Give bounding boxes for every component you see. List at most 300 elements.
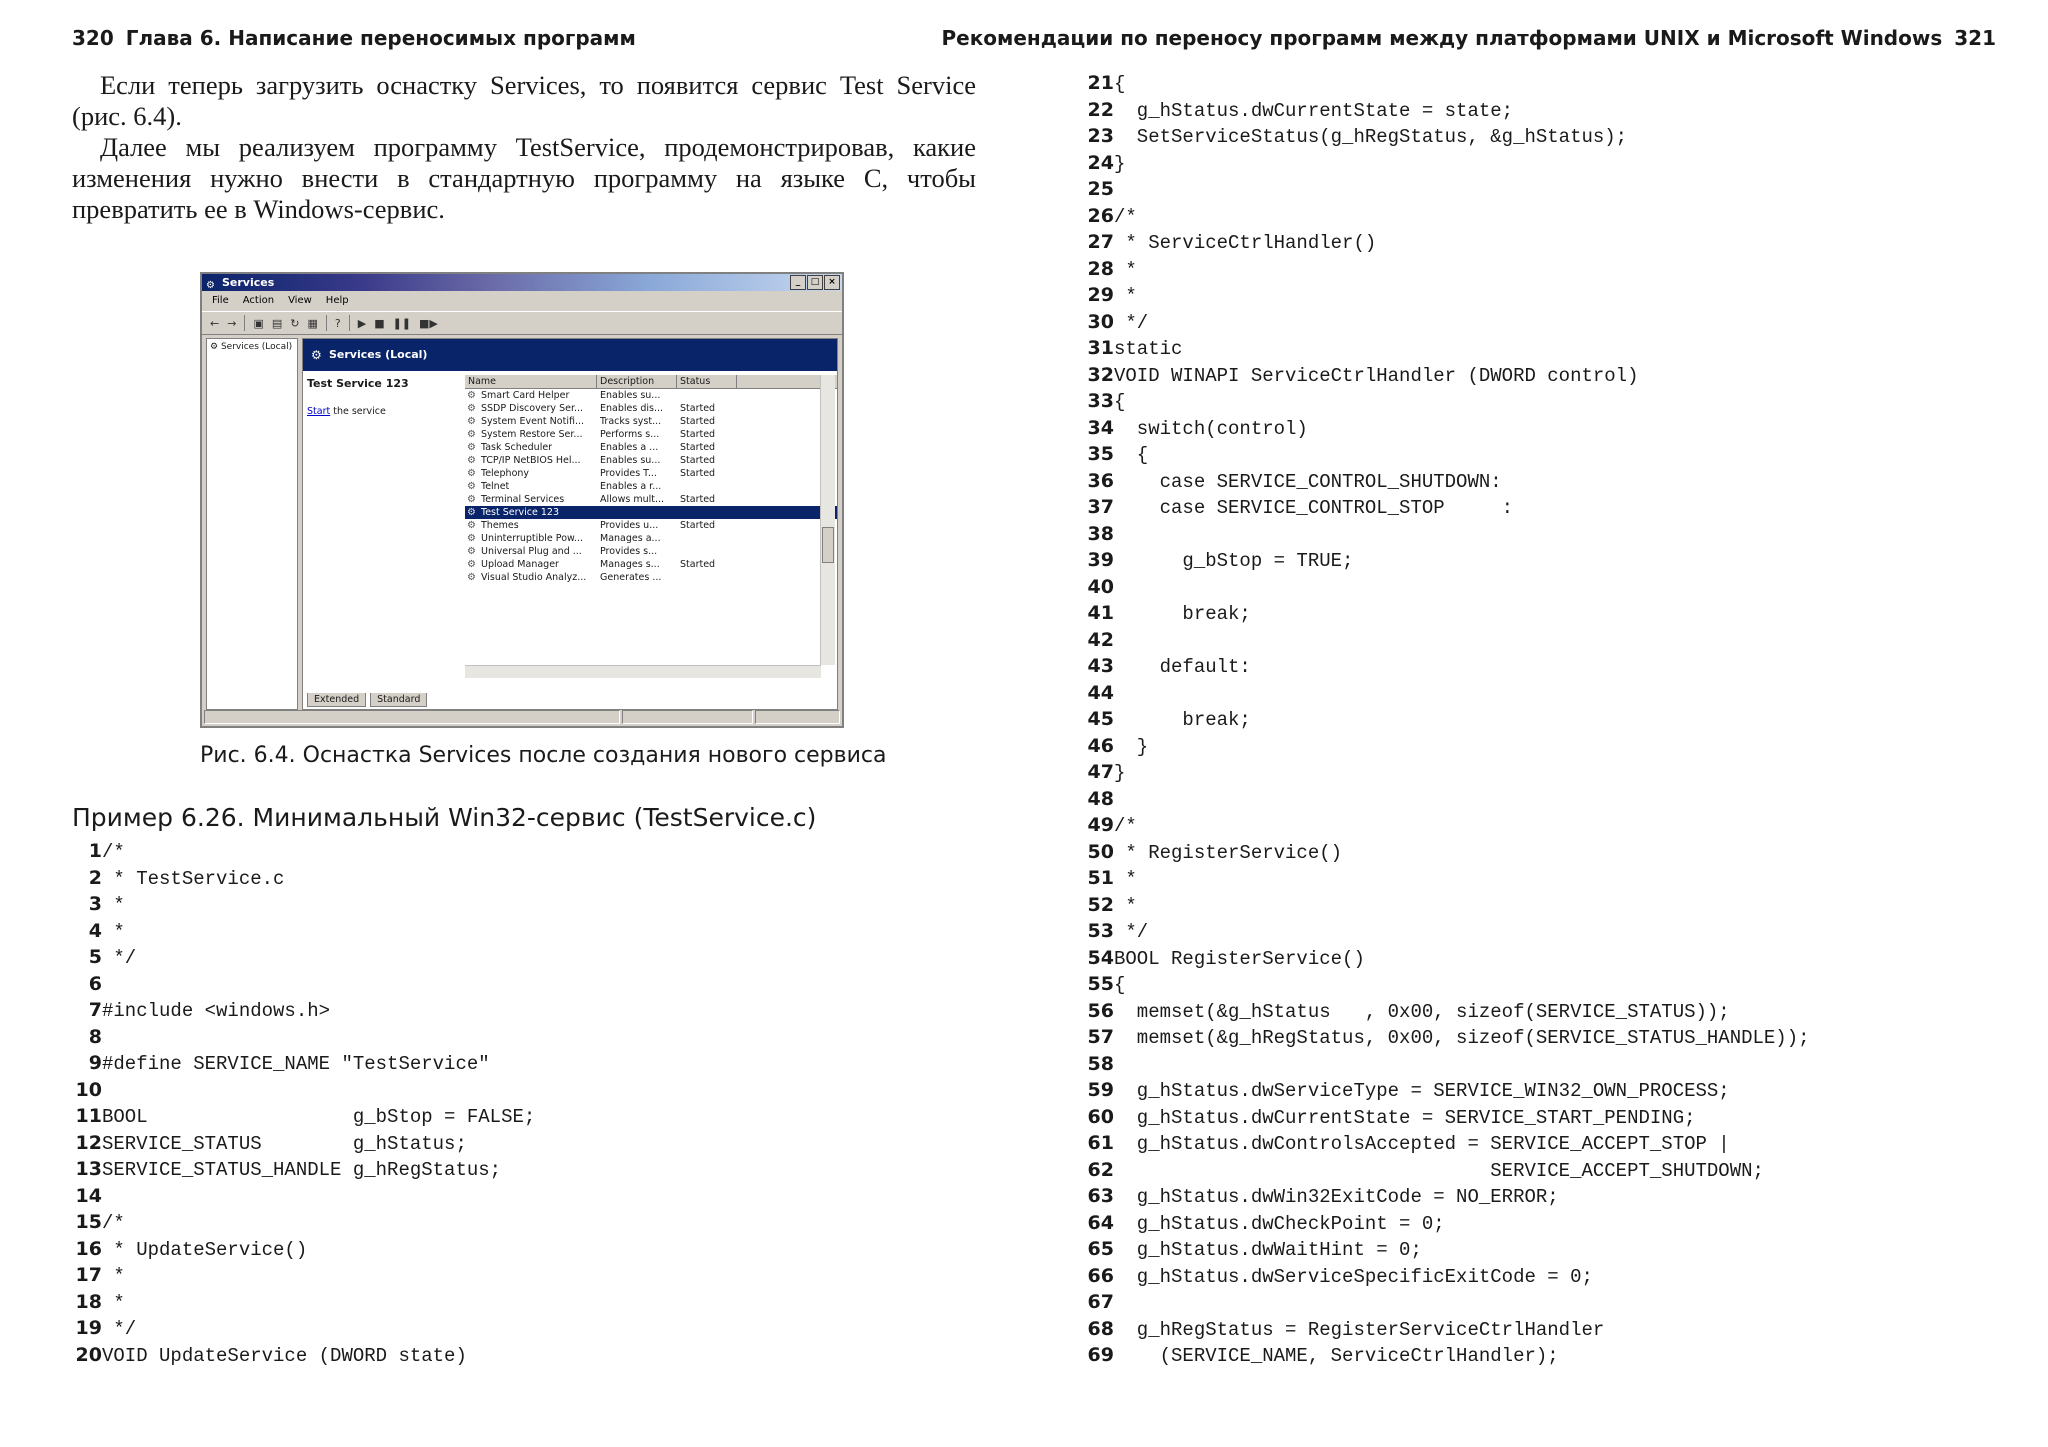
line-number: 43 (1087, 655, 1114, 677)
service-status: Started (680, 416, 716, 427)
line-number: 20 (75, 1343, 102, 1366)
code-text: /* (1114, 815, 1137, 837)
code-line (68, 1130, 535, 1157)
service-name: ⚙ Visual Studio Analyz... (465, 571, 597, 584)
code-text: * TestService.c (102, 867, 285, 890)
window-controls (790, 275, 840, 290)
toolbar-separator (349, 315, 350, 331)
service-status (677, 389, 737, 402)
line-number: 12 (75, 1131, 102, 1154)
code-line (68, 1024, 535, 1051)
service-name: ⚙ Telnet (465, 480, 597, 493)
line-number: 46 (1087, 734, 1114, 757)
service-name: ⚙ Test Service 123 (465, 506, 597, 519)
list-header (465, 375, 837, 389)
code-text: BOOL RegisterService() (1114, 947, 1365, 970)
refresh-icon[interactable]: ↻ (290, 316, 300, 330)
service-description: Enables dis... (600, 403, 664, 414)
code-line (1080, 547, 1810, 574)
service-status: Started (680, 455, 716, 466)
code-line (68, 1209, 535, 1236)
line-number: 37 (1087, 496, 1114, 518)
code-line (1080, 918, 1810, 945)
code-line (1080, 123, 1810, 150)
code-text: SERVICE_STATUS g_hStatus; (102, 1132, 467, 1155)
service-description: Generates ... (600, 572, 662, 583)
code-line (68, 918, 535, 945)
service-row[interactable] (465, 402, 837, 415)
service-name: ⚙ Task Scheduler (465, 441, 597, 454)
stop-icon[interactable]: ■ (374, 316, 385, 330)
line-number: 69 (1087, 1344, 1114, 1366)
pane-header (303, 339, 837, 371)
code-text: g_hStatus.dwServiceType = SERVICE_WIN32_OWN_PROCESS; (1114, 1080, 1730, 1102)
service-row[interactable] (465, 428, 837, 441)
pane-title: Services (Local) (329, 348, 428, 361)
code-line (1080, 627, 1810, 654)
console-tree-icon[interactable]: ▣ (253, 316, 264, 330)
menu-bar (202, 291, 842, 311)
code-line (1080, 494, 1810, 521)
code-line (1080, 998, 1810, 1025)
line-number: 44 (1087, 681, 1114, 704)
line-number: 35 (1087, 443, 1114, 465)
service-description: Enables a r... (600, 481, 662, 492)
code-text: memset(&g_hRegStatus, 0x00, sizeof(SERVICE_STATUS_HANDLE)); (1114, 1027, 1810, 1049)
code-line (1080, 256, 1810, 283)
service-status: Started (680, 468, 716, 479)
service-row[interactable] (465, 532, 837, 545)
services-icon: ⚙ (311, 348, 322, 362)
start-link[interactable]: Start (307, 406, 331, 417)
code-line (1080, 1236, 1810, 1263)
code-text: * (102, 920, 125, 943)
code-text: * ServiceCtrlHandler() (1114, 232, 1377, 254)
service-description: Performs s... (600, 429, 660, 440)
line-number: 2 (88, 866, 102, 889)
example-heading (72, 803, 816, 832)
forward-icon[interactable]: → (227, 316, 237, 330)
line-number: 39 (1087, 549, 1114, 571)
code-line (1080, 680, 1810, 707)
code-text: case SERVICE_CONTROL_STOP : (1114, 497, 1514, 519)
figure-label: Рис. 6.4. (200, 743, 296, 768)
line-number: 55 (1087, 973, 1114, 995)
help-icon[interactable]: ? (334, 316, 341, 330)
code-text: (SERVICE_NAME, ServiceCtrlHandler); (1114, 1345, 1559, 1367)
code-line (1080, 1316, 1810, 1343)
status-bar (204, 710, 840, 724)
code-line (68, 1077, 535, 1104)
line-number: 23 (1087, 125, 1114, 147)
code-text: */ (102, 1318, 137, 1340)
code-line (1080, 335, 1810, 362)
code-text: */ (1114, 921, 1149, 943)
code-line (1080, 1289, 1810, 1316)
code-line (1080, 812, 1810, 839)
code-text: BOOL g_bStop = FALSE; (102, 1106, 536, 1128)
paragraph: Если теперь загрузить оснастку Services, то появится сервис Test Service (рис. 6.4). (72, 70, 976, 131)
code-line (1080, 203, 1810, 230)
service-row[interactable] (465, 441, 837, 454)
code-text: * (102, 1265, 125, 1287)
scroll-thumb[interactable] (822, 527, 834, 563)
service-status: Started (680, 494, 716, 505)
code-text: * RegisterService() (1114, 841, 1343, 864)
tab-extended[interactable]: Extended (307, 693, 366, 707)
code-text: g_hStatus.dwServiceSpecificExitCode = 0; (1114, 1265, 1593, 1288)
status-cell (204, 710, 620, 724)
code-text: switch(control) (1114, 417, 1308, 440)
page-number: 321 (1954, 26, 1996, 50)
code-line (1080, 282, 1810, 309)
line-number: 13 (75, 1158, 102, 1180)
example-title: Минимальный Win32-сервис (TestService.c) (252, 803, 817, 832)
code-text: { (1114, 391, 1126, 413)
tree-item-services-local[interactable]: Services (Local) (220, 342, 293, 352)
service-description: Provides T... (600, 468, 657, 479)
code-text: g_hRegStatus = RegisterServiceCtrlHandler (1114, 1318, 1605, 1341)
code-text: * (1114, 868, 1137, 890)
line-number: 42 (1087, 628, 1114, 651)
code-text: memset(&g_hStatus , 0x00, sizeof(SERVICE_STATUS)); (1114, 1000, 1730, 1023)
line-number: 29 (1087, 284, 1114, 306)
line-number: 18 (75, 1290, 102, 1313)
line-number: 33 (1087, 390, 1114, 412)
code-line (1080, 150, 1810, 177)
maximize-icon[interactable]: □ (807, 275, 823, 290)
code-text: { (1114, 444, 1149, 466)
code-line (1080, 1210, 1810, 1237)
code-text: { (1114, 73, 1126, 95)
vertical-scrollbar[interactable] (820, 375, 835, 665)
code-line (1080, 971, 1810, 998)
code-line (68, 997, 535, 1024)
service-name: ⚙ Upload Manager (465, 558, 597, 571)
code-line (1080, 1077, 1810, 1104)
details-pane (302, 338, 838, 710)
code-text: SERVICE_ACCEPT_SHUTDOWN; (1114, 1159, 1764, 1182)
code-text: g_hStatus.dwCurrentState = state; (1114, 99, 1514, 122)
selected-service-name: Test Service 123 (307, 377, 409, 390)
service-row[interactable] (465, 493, 837, 506)
code-text: } (1114, 152, 1126, 175)
code-text: case SERVICE_CONTROL_SHUTDOWN: (1114, 470, 1502, 493)
service-detail (307, 377, 457, 417)
line-number: 53 (1087, 920, 1114, 942)
code-text: /* (102, 1212, 125, 1234)
service-name: ⚙ Telephony (465, 467, 597, 480)
service-description: Enables su... (600, 455, 661, 466)
code-text: } (1114, 762, 1126, 784)
play-icon[interactable]: ▶ (357, 316, 367, 330)
services-list (465, 375, 837, 675)
code-text: */ (1114, 311, 1149, 334)
code-line (1080, 653, 1810, 680)
code-line (1080, 441, 1810, 468)
code-line (68, 865, 535, 892)
code-line (1080, 468, 1810, 495)
line-number: 14 (75, 1184, 102, 1207)
restart-icon[interactable]: ■▶ (419, 316, 438, 330)
code-text: SERVICE_STATUS_HANDLE g_hRegStatus; (102, 1159, 502, 1181)
code-text: static (1114, 338, 1183, 360)
code-text: SetServiceStatus(g_hRegStatus, &g_hStatus); (1114, 126, 1628, 148)
line-number: 68 (1087, 1317, 1114, 1340)
service-row[interactable] (465, 519, 837, 532)
code-text: * UpdateService() (102, 1238, 308, 1261)
code-line (68, 838, 535, 865)
line-number: 25 (1087, 178, 1114, 200)
code-line (1080, 786, 1810, 813)
service-row[interactable] (465, 467, 837, 480)
code-line (68, 1183, 535, 1210)
code-line (1080, 865, 1810, 892)
service-name: ⚙ SSDP Discovery Ser... (465, 402, 597, 415)
toolbar-separator (326, 315, 327, 331)
code-line (68, 891, 535, 918)
code-text: { (1114, 974, 1126, 996)
line-number: 38 (1087, 522, 1114, 545)
service-description (597, 506, 677, 519)
code-text: */ (102, 947, 137, 969)
line-number: 64 (1087, 1211, 1114, 1234)
line-number: 28 (1087, 257, 1114, 280)
line-number: 6 (88, 972, 102, 995)
chapter-title: Глава 6. Написание переносимых программ (125, 26, 636, 50)
code-line (1080, 388, 1810, 415)
code-line (1080, 1157, 1810, 1184)
code-line (1080, 229, 1810, 256)
code-text: /* (1114, 205, 1137, 228)
line-number: 36 (1087, 469, 1114, 492)
column-header-name[interactable]: Name (465, 375, 597, 388)
close-icon[interactable]: × (824, 275, 840, 290)
service-description: Enables a ... (600, 442, 659, 453)
service-status: Started (680, 520, 716, 531)
service-description: Allows mult... (600, 494, 665, 505)
line-number: 67 (1087, 1291, 1114, 1313)
column-header-description[interactable]: Description (597, 375, 677, 388)
code-line (1080, 892, 1810, 919)
code-text: * (1114, 894, 1137, 917)
line-number: 54 (1087, 946, 1114, 969)
service-name: ⚙ Themes (465, 519, 597, 532)
toolbar (202, 311, 842, 335)
code-text: g_hStatus.dwCurrentState = SERVICE_START_PENDING; (1114, 1106, 1696, 1129)
line-number: 45 (1087, 708, 1114, 730)
list-rows (465, 389, 837, 584)
code-line (1080, 574, 1810, 601)
code-line (1080, 1130, 1810, 1157)
code-line (1080, 97, 1810, 124)
service-name: ⚙ Uninterruptible Pow... (465, 532, 597, 545)
services-window-figure (200, 272, 844, 728)
code-text: * (102, 894, 125, 916)
service-description: Manages s... (600, 559, 660, 570)
service-description: Tracks syst... (600, 416, 662, 427)
service-row[interactable] (465, 558, 837, 571)
code-line (68, 1103, 535, 1130)
status-cell (755, 710, 840, 724)
menu-help[interactable]: Help (325, 295, 349, 306)
column-header-status[interactable]: Status (677, 375, 737, 388)
code-text: default: (1114, 656, 1251, 678)
line-number: 63 (1087, 1185, 1114, 1207)
service-description: Provides u... (600, 520, 659, 531)
service-status (677, 532, 737, 545)
code-line (1080, 1263, 1810, 1290)
service-row[interactable] (465, 480, 837, 493)
line-number: 21 (1087, 72, 1114, 94)
service-row[interactable] (465, 571, 837, 584)
line-number: 19 (75, 1317, 102, 1339)
paragraph: Далее мы реализуем программу TestService, продемонстрировав, какие изменения нужно внести в стандартную программу на языке C, чтобы превратить ее в Windows-сервис. (72, 132, 976, 224)
line-number: 3 (88, 893, 102, 915)
code-text: /* (102, 841, 125, 863)
tree-gear-icon: ⚙ (210, 342, 221, 352)
service-status: Started (680, 403, 716, 414)
section-title: Рекомендации по переносу программ между платформами UNIX и Microsoft Windows (941, 26, 1943, 50)
service-name: ⚙ TCP/IP NetBIOS Hel... (465, 454, 597, 467)
line-number: 1 (88, 840, 102, 862)
code-listing-right (1080, 70, 1810, 1369)
service-row[interactable] (465, 389, 837, 402)
line-number: 65 (1087, 1238, 1114, 1260)
horizontal-scrollbar[interactable] (465, 665, 821, 678)
code-text: g_hStatus.dwCheckPoint = 0; (1114, 1212, 1445, 1235)
code-line (1080, 1104, 1810, 1131)
line-number: 62 (1087, 1158, 1114, 1181)
service-row[interactable] (465, 545, 837, 558)
console-tree (206, 338, 298, 710)
properties-icon[interactable]: ▤ (271, 316, 283, 330)
line-number: 41 (1087, 602, 1114, 624)
code-line (1080, 1342, 1810, 1369)
services-icon: ⚙ (206, 280, 215, 291)
code-line (68, 1289, 535, 1316)
page-number: 320 (72, 26, 114, 50)
line-number: 51 (1087, 867, 1114, 889)
code-line (1080, 176, 1810, 203)
menu-view[interactable]: View (288, 295, 312, 306)
code-line (1080, 600, 1810, 627)
code-text: g_bStop = TRUE; (1114, 550, 1354, 572)
line-number: 22 (1087, 98, 1114, 121)
line-number: 4 (88, 919, 102, 942)
line-number: 15 (75, 1211, 102, 1233)
code-line (68, 971, 535, 998)
code-line (1080, 733, 1810, 760)
code-line (1080, 70, 1810, 97)
service-row[interactable] (465, 506, 837, 519)
service-name: ⚙ Terminal Services (465, 493, 597, 506)
line-number: 26 (1087, 204, 1114, 227)
code-text: g_hStatus.dwControlsAccepted = SERVICE_ACCEPT_STOP | (1114, 1133, 1730, 1155)
menu-file[interactable]: File (212, 295, 229, 306)
line-number: 5 (88, 946, 102, 968)
service-description: Manages a... (600, 533, 661, 544)
line-number: 48 (1087, 787, 1114, 810)
line-number: 17 (75, 1264, 102, 1286)
pause-icon[interactable]: ❚❚ (392, 316, 412, 330)
running-header-right (941, 26, 1996, 50)
service-row[interactable] (465, 415, 837, 428)
code-line (1080, 839, 1810, 866)
back-icon[interactable]: ← (210, 316, 220, 330)
tab-standard[interactable]: Standard (370, 693, 427, 707)
line-number: 11 (75, 1105, 102, 1127)
menu-action[interactable]: Action (242, 295, 275, 306)
export-icon[interactable]: ▦ (307, 316, 318, 330)
code-line (1080, 759, 1810, 786)
service-row[interactable] (465, 454, 837, 467)
code-line (1080, 1051, 1810, 1078)
code-text: break; (1114, 709, 1251, 731)
line-number: 27 (1087, 231, 1114, 253)
window-titlebar (202, 274, 842, 291)
code-line (68, 1050, 535, 1077)
line-number: 52 (1087, 893, 1114, 916)
line-number: 34 (1087, 416, 1114, 439)
line-number: 49 (1087, 814, 1114, 836)
start-rest: the service (330, 406, 386, 417)
body-text (72, 70, 976, 225)
code-text: break; (1114, 603, 1251, 625)
code-line (68, 1315, 535, 1342)
service-status: Started (680, 442, 716, 453)
status-cell (622, 710, 753, 724)
line-number: 40 (1087, 575, 1114, 598)
code-line (1080, 362, 1810, 389)
service-status (677, 545, 737, 558)
running-header-left (72, 26, 636, 50)
toolbar-separator (244, 315, 245, 331)
code-line (1080, 1183, 1810, 1210)
code-line (68, 944, 535, 971)
figure-caption (200, 743, 886, 768)
line-number: 9 (88, 1052, 102, 1074)
line-number: 47 (1087, 761, 1114, 783)
code-line (68, 1262, 535, 1289)
code-listing-left (68, 838, 535, 1368)
service-name: ⚙ Smart Card Helper (465, 389, 597, 402)
code-line (1080, 1024, 1810, 1051)
line-number: 60 (1087, 1105, 1114, 1128)
line-number: 31 (1087, 337, 1114, 359)
service-status: Started (680, 559, 716, 570)
code-text: g_hStatus.dwWin32ExitCode = NO_ERROR; (1114, 1186, 1559, 1208)
code-line (1080, 521, 1810, 548)
code-line (68, 1236, 535, 1263)
code-text: * (1114, 285, 1137, 307)
code-text: #include <windows.h> (102, 1000, 331, 1022)
figure-caption-text: Оснастка Services после создания нового сервиса (302, 743, 887, 768)
service-status: Started (680, 429, 716, 440)
code-text: #define SERVICE_NAME "TestService" (102, 1053, 490, 1075)
code-text: VOID WINAPI ServiceCtrlHandler (DWORD control) (1114, 364, 1639, 387)
service-description: Provides s... (600, 546, 658, 557)
code-line (1080, 945, 1810, 972)
minimize-icon[interactable]: _ (790, 275, 806, 290)
start-service-line (307, 406, 457, 417)
line-number: 24 (1087, 151, 1114, 174)
line-number: 30 (1087, 310, 1114, 333)
line-number: 58 (1087, 1052, 1114, 1075)
code-text: * (102, 1291, 125, 1314)
code-text: g_hStatus.dwWaitHint = 0; (1114, 1239, 1422, 1261)
code-line (1080, 309, 1810, 336)
